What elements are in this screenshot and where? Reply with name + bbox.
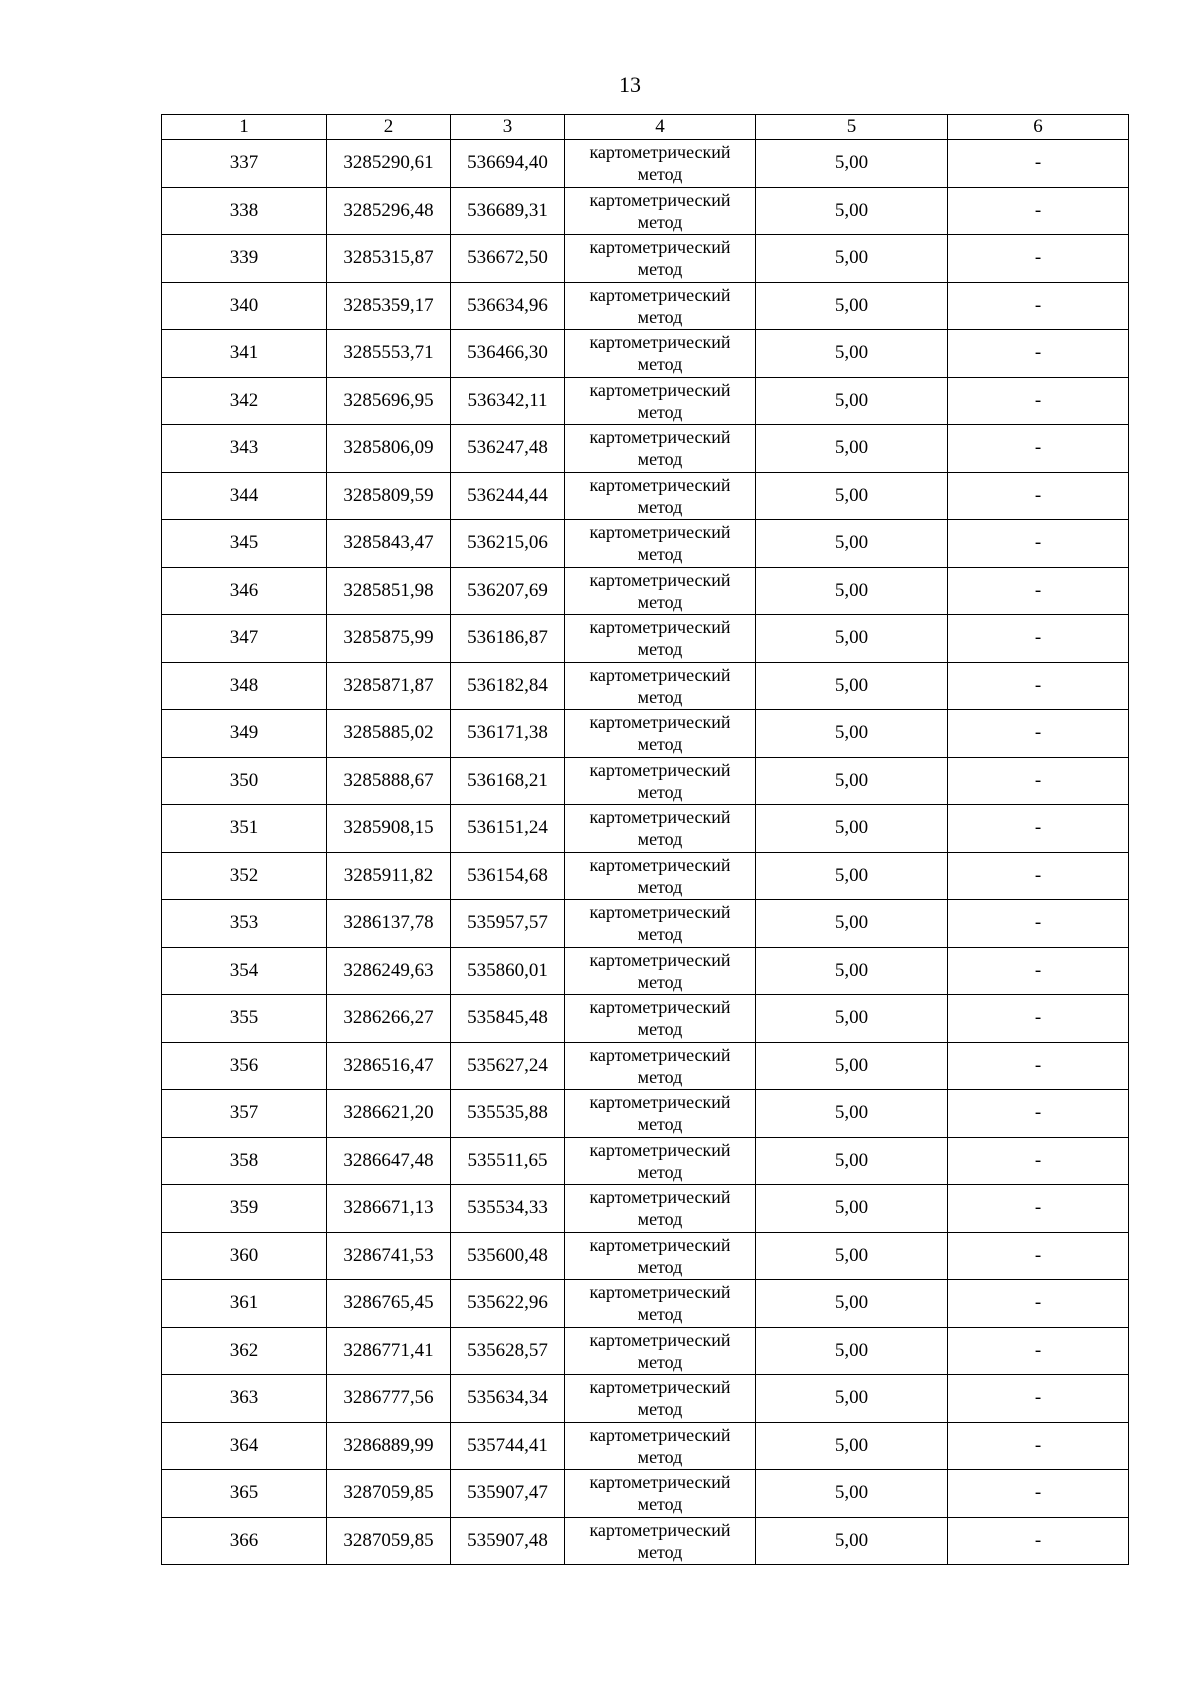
accuracy-cell: 5,00 — [756, 1232, 948, 1280]
x-coordinate-cell: 3286889,99 — [327, 1422, 451, 1470]
accuracy-cell: 5,00 — [756, 520, 948, 568]
method-cell: картометрический метод — [565, 757, 756, 805]
note-cell: - — [948, 1137, 1129, 1185]
point-number-cell: 360 — [162, 1232, 327, 1280]
x-coordinate-cell: 3285296,48 — [327, 187, 451, 235]
x-coordinate-cell: 3285806,09 — [327, 425, 451, 473]
table-row — [162, 852, 1129, 900]
point-number-cell: 348 — [162, 662, 327, 710]
table-row — [162, 1090, 1129, 1138]
note-cell: - — [948, 900, 1129, 948]
point-number-cell: 352 — [162, 852, 327, 900]
point-number-cell: 338 — [162, 187, 327, 235]
note-cell: - — [948, 472, 1129, 520]
point-number-cell: 358 — [162, 1137, 327, 1185]
note-cell: - — [948, 235, 1129, 283]
point-number-cell: 340 — [162, 282, 327, 330]
header-col-1: 1 — [162, 115, 327, 140]
x-coordinate-cell: 3286621,20 — [327, 1090, 451, 1138]
note-cell: - — [948, 1090, 1129, 1138]
y-coordinate-cell: 536247,48 — [451, 425, 565, 473]
x-coordinate-cell: 3285908,15 — [327, 805, 451, 853]
x-coordinate-cell: 3286137,78 — [327, 900, 451, 948]
y-coordinate-cell: 536186,87 — [451, 615, 565, 663]
point-number-cell: 344 — [162, 472, 327, 520]
table-row — [162, 757, 1129, 805]
accuracy-cell: 5,00 — [756, 377, 948, 425]
coordinates-table — [161, 114, 1129, 1565]
note-cell: - — [948, 1470, 1129, 1518]
table-row — [162, 900, 1129, 948]
point-number-cell: 349 — [162, 710, 327, 758]
y-coordinate-cell: 535845,48 — [451, 995, 565, 1043]
table-row — [162, 567, 1129, 615]
point-number-cell: 356 — [162, 1042, 327, 1090]
method-cell: картометрический метод — [565, 330, 756, 378]
x-coordinate-cell: 3286671,13 — [327, 1185, 451, 1233]
method-cell: картометрический метод — [565, 472, 756, 520]
table-row — [162, 1422, 1129, 1470]
table-row — [162, 1185, 1129, 1233]
y-coordinate-cell: 535628,57 — [451, 1327, 565, 1375]
x-coordinate-cell: 3285871,87 — [327, 662, 451, 710]
table-row — [162, 995, 1129, 1043]
table-row — [162, 330, 1129, 378]
accuracy-cell: 5,00 — [756, 425, 948, 473]
table-row — [162, 1137, 1129, 1185]
point-number-cell: 341 — [162, 330, 327, 378]
accuracy-cell: 5,00 — [756, 852, 948, 900]
note-cell: - — [948, 1280, 1129, 1328]
method-cell: картометрический метод — [565, 187, 756, 235]
method-cell: картометрический метод — [565, 710, 756, 758]
accuracy-cell: 5,00 — [756, 757, 948, 805]
point-number-cell: 366 — [162, 1517, 327, 1565]
accuracy-cell: 5,00 — [756, 187, 948, 235]
header-col-3: 3 — [451, 115, 565, 140]
table-row — [162, 710, 1129, 758]
y-coordinate-cell: 536466,30 — [451, 330, 565, 378]
method-cell: картометрический метод — [565, 282, 756, 330]
method-cell: картометрический метод — [565, 662, 756, 710]
y-coordinate-cell: 535744,41 — [451, 1422, 565, 1470]
method-cell: картометрический метод — [565, 140, 756, 188]
note-cell: - — [948, 1185, 1129, 1233]
table-row — [162, 1327, 1129, 1375]
y-coordinate-cell: 536694,40 — [451, 140, 565, 188]
accuracy-cell: 5,00 — [756, 1280, 948, 1328]
y-coordinate-cell: 535860,01 — [451, 947, 565, 995]
point-number-cell: 361 — [162, 1280, 327, 1328]
y-coordinate-cell: 535907,48 — [451, 1517, 565, 1565]
point-number-cell: 339 — [162, 235, 327, 283]
accuracy-cell: 5,00 — [756, 1375, 948, 1423]
y-coordinate-cell: 536215,06 — [451, 520, 565, 568]
x-coordinate-cell: 3286516,47 — [327, 1042, 451, 1090]
note-cell: - — [948, 1375, 1129, 1423]
point-number-cell: 345 — [162, 520, 327, 568]
point-number-cell: 343 — [162, 425, 327, 473]
table-row — [162, 520, 1129, 568]
method-cell: картометрический метод — [565, 1422, 756, 1470]
y-coordinate-cell: 535622,96 — [451, 1280, 565, 1328]
header-row — [162, 115, 1129, 140]
note-cell: - — [948, 1327, 1129, 1375]
table-row — [162, 425, 1129, 473]
note-cell: - — [948, 757, 1129, 805]
x-coordinate-cell: 3285809,59 — [327, 472, 451, 520]
method-cell: картометрический метод — [565, 615, 756, 663]
point-number-cell: 351 — [162, 805, 327, 853]
accuracy-cell: 5,00 — [756, 1185, 948, 1233]
point-number-cell: 362 — [162, 1327, 327, 1375]
note-cell: - — [948, 1232, 1129, 1280]
method-cell: картометрический метод — [565, 995, 756, 1043]
point-number-cell: 347 — [162, 615, 327, 663]
point-number-cell: 359 — [162, 1185, 327, 1233]
page-number: 13 — [619, 72, 641, 97]
method-cell: картометрический метод — [565, 852, 756, 900]
accuracy-cell: 5,00 — [756, 710, 948, 758]
note-cell: - — [948, 330, 1129, 378]
table-row — [162, 377, 1129, 425]
method-cell: картометрический метод — [565, 520, 756, 568]
table-row — [162, 282, 1129, 330]
accuracy-cell: 5,00 — [756, 330, 948, 378]
x-coordinate-cell: 3285290,61 — [327, 140, 451, 188]
method-cell: картометрический метод — [565, 1375, 756, 1423]
y-coordinate-cell: 536672,50 — [451, 235, 565, 283]
x-coordinate-cell: 3286765,45 — [327, 1280, 451, 1328]
table-row — [162, 1042, 1129, 1090]
x-coordinate-cell: 3285851,98 — [327, 567, 451, 615]
method-cell: картометрический метод — [565, 1137, 756, 1185]
point-number-cell: 346 — [162, 567, 327, 615]
table-row — [162, 187, 1129, 235]
y-coordinate-cell: 536207,69 — [451, 567, 565, 615]
method-cell: картометрический метод — [565, 567, 756, 615]
accuracy-cell: 5,00 — [756, 805, 948, 853]
point-number-cell: 350 — [162, 757, 327, 805]
note-cell: - — [948, 1517, 1129, 1565]
y-coordinate-cell: 535534,33 — [451, 1185, 565, 1233]
table-row — [162, 1517, 1129, 1565]
accuracy-cell: 5,00 — [756, 662, 948, 710]
table-row — [162, 1232, 1129, 1280]
accuracy-cell: 5,00 — [756, 567, 948, 615]
note-cell: - — [948, 615, 1129, 663]
x-coordinate-cell: 3287059,85 — [327, 1470, 451, 1518]
point-number-cell: 365 — [162, 1470, 327, 1518]
point-number-cell: 357 — [162, 1090, 327, 1138]
method-cell: картометрический метод — [565, 805, 756, 853]
y-coordinate-cell: 536171,38 — [451, 710, 565, 758]
x-coordinate-cell: 3285888,67 — [327, 757, 451, 805]
y-coordinate-cell: 536244,44 — [451, 472, 565, 520]
x-coordinate-cell: 3286266,27 — [327, 995, 451, 1043]
table-header — [162, 115, 1129, 140]
note-cell: - — [948, 567, 1129, 615]
accuracy-cell: 5,00 — [756, 1517, 948, 1565]
note-cell: - — [948, 1042, 1129, 1090]
y-coordinate-cell: 536689,31 — [451, 187, 565, 235]
y-coordinate-cell: 535634,34 — [451, 1375, 565, 1423]
y-coordinate-cell: 536634,96 — [451, 282, 565, 330]
x-coordinate-cell: 3286249,63 — [327, 947, 451, 995]
x-coordinate-cell: 3285315,87 — [327, 235, 451, 283]
header-col-2: 2 — [327, 115, 451, 140]
note-cell: - — [948, 377, 1129, 425]
table-row — [162, 1470, 1129, 1518]
point-number-cell: 364 — [162, 1422, 327, 1470]
note-cell: - — [948, 520, 1129, 568]
x-coordinate-cell: 3285359,17 — [327, 282, 451, 330]
x-coordinate-cell: 3285696,95 — [327, 377, 451, 425]
accuracy-cell: 5,00 — [756, 1327, 948, 1375]
x-coordinate-cell: 3286777,56 — [327, 1375, 451, 1423]
x-coordinate-cell: 3285553,71 — [327, 330, 451, 378]
table-body — [162, 140, 1129, 1565]
method-cell: картометрический метод — [565, 1327, 756, 1375]
accuracy-cell: 5,00 — [756, 947, 948, 995]
accuracy-cell: 5,00 — [756, 1422, 948, 1470]
y-coordinate-cell: 535627,24 — [451, 1042, 565, 1090]
x-coordinate-cell: 3285875,99 — [327, 615, 451, 663]
method-cell: картометрический метод — [565, 377, 756, 425]
method-cell: картометрический метод — [565, 1280, 756, 1328]
table-row — [162, 805, 1129, 853]
y-coordinate-cell: 536182,84 — [451, 662, 565, 710]
y-coordinate-cell: 535511,65 — [451, 1137, 565, 1185]
point-number-cell: 353 — [162, 900, 327, 948]
point-number-cell: 355 — [162, 995, 327, 1043]
y-coordinate-cell: 535600,48 — [451, 1232, 565, 1280]
method-cell: картометрический метод — [565, 1042, 756, 1090]
note-cell: - — [948, 282, 1129, 330]
accuracy-cell: 5,00 — [756, 1090, 948, 1138]
table-row — [162, 235, 1129, 283]
note-cell: - — [948, 710, 1129, 758]
y-coordinate-cell: 536342,11 — [451, 377, 565, 425]
note-cell: - — [948, 995, 1129, 1043]
table-row — [162, 1375, 1129, 1423]
y-coordinate-cell: 535907,47 — [451, 1470, 565, 1518]
point-number-cell: 354 — [162, 947, 327, 995]
accuracy-cell: 5,00 — [756, 140, 948, 188]
table-row — [162, 1280, 1129, 1328]
note-cell: - — [948, 140, 1129, 188]
note-cell: - — [948, 852, 1129, 900]
header-col-4: 4 — [565, 115, 756, 140]
accuracy-cell: 5,00 — [756, 235, 948, 283]
note-cell: - — [948, 187, 1129, 235]
header-col-5: 5 — [756, 115, 948, 140]
x-coordinate-cell: 3286741,53 — [327, 1232, 451, 1280]
header-col-6: 6 — [948, 115, 1129, 140]
table-row — [162, 472, 1129, 520]
point-number-cell: 342 — [162, 377, 327, 425]
note-cell: - — [948, 805, 1129, 853]
x-coordinate-cell: 3285843,47 — [327, 520, 451, 568]
method-cell: картометрический метод — [565, 947, 756, 995]
accuracy-cell: 5,00 — [756, 472, 948, 520]
method-cell: картометрический метод — [565, 1185, 756, 1233]
accuracy-cell: 5,00 — [756, 282, 948, 330]
method-cell: картометрический метод — [565, 1232, 756, 1280]
method-cell: картометрический метод — [565, 1090, 756, 1138]
table-row — [162, 615, 1129, 663]
method-cell: картометрический метод — [565, 235, 756, 283]
y-coordinate-cell: 536154,68 — [451, 852, 565, 900]
accuracy-cell: 5,00 — [756, 1470, 948, 1518]
note-cell: - — [948, 947, 1129, 995]
note-cell: - — [948, 662, 1129, 710]
accuracy-cell: 5,00 — [756, 615, 948, 663]
method-cell: картометрический метод — [565, 900, 756, 948]
x-coordinate-cell: 3285911,82 — [327, 852, 451, 900]
point-number-cell: 337 — [162, 140, 327, 188]
y-coordinate-cell: 536151,24 — [451, 805, 565, 853]
note-cell: - — [948, 425, 1129, 473]
table-row — [162, 947, 1129, 995]
y-coordinate-cell: 536168,21 — [451, 757, 565, 805]
note-cell: - — [948, 1422, 1129, 1470]
accuracy-cell: 5,00 — [756, 995, 948, 1043]
accuracy-cell: 5,00 — [756, 900, 948, 948]
method-cell: картометрический метод — [565, 1517, 756, 1565]
accuracy-cell: 5,00 — [756, 1042, 948, 1090]
x-coordinate-cell: 3287059,85 — [327, 1517, 451, 1565]
point-number-cell: 363 — [162, 1375, 327, 1423]
accuracy-cell: 5,00 — [756, 1137, 948, 1185]
method-cell: картометрический метод — [565, 425, 756, 473]
y-coordinate-cell: 535535,88 — [451, 1090, 565, 1138]
x-coordinate-cell: 3285885,02 — [327, 710, 451, 758]
x-coordinate-cell: 3286771,41 — [327, 1327, 451, 1375]
x-coordinate-cell: 3286647,48 — [327, 1137, 451, 1185]
y-coordinate-cell: 535957,57 — [451, 900, 565, 948]
method-cell: картометрический метод — [565, 1470, 756, 1518]
table-row — [162, 140, 1129, 188]
table-row — [162, 662, 1129, 710]
